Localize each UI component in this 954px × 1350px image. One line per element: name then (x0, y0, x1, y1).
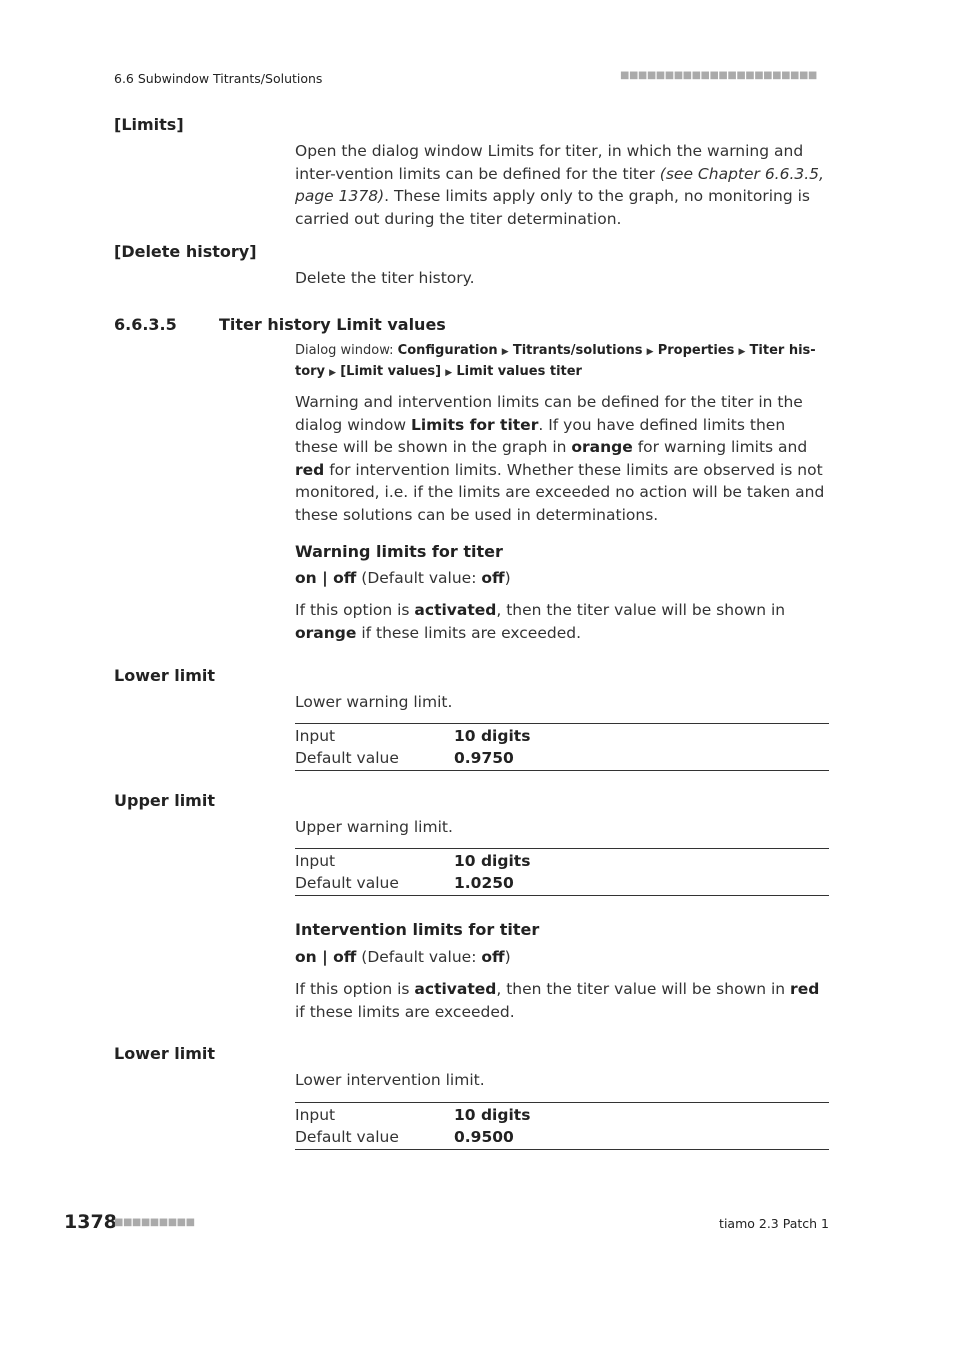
lower-intervention-limit-label: Lower limit (114, 1044, 216, 1063)
limits-label: [Limits] (114, 115, 184, 134)
upper-warning-limit-label: Upper limit (114, 791, 215, 810)
page-number: 1378 (64, 1211, 117, 1233)
chapter-reference-link[interactable]: (see Chapter 6.6.3.5, page 1378) (295, 164, 824, 205)
breadcrumb-arrow-icon: ▶ (329, 368, 337, 378)
upper-warning-limit-description: Upper warning limit. (295, 818, 453, 836)
warning-limits-options: on | off (Default value: off) (295, 569, 511, 587)
intervention-limits-description: If this option is activated, then the titer value will be shown in red if these limits are exceeded. (295, 980, 820, 1021)
table-row: Default value 0.9750 (295, 749, 514, 767)
table-row: Default value 1.0250 (295, 874, 514, 892)
lower-intervention-limit-table (295, 1102, 829, 1150)
breadcrumb-arrow-icon: ▶ (646, 347, 654, 357)
section-intro: Warning and intervention limits can be defined for the titer in the dialog window Limits for titer. If you have defined limits then these will be shown in the graph in orange for warning limits and red for intervention limits. Whether these limits are observed is not monitored, i.e. if the limits are exceeded no action will be taken and these solutions can be used in determinations. (295, 393, 825, 524)
running-header-section: 6.6 Subwindow Titrants/Solutions (114, 71, 323, 86)
table-row: Input 10 digits (295, 852, 531, 870)
lower-intervention-limit-description: Lower intervention limit. (295, 1071, 485, 1089)
table-row: Input 10 digits (295, 727, 531, 745)
running-header-dots: ■■■■■■■■■■■■■■■■■■■■■■ (620, 70, 817, 81)
lower-warning-limit-description: Lower warning limit. (295, 693, 453, 711)
warning-limits-description: If this option is activated, then the titer value will be shown in orange if these limits are exceeded. (295, 601, 786, 642)
lower-warning-limit-table (295, 723, 829, 771)
warning-limits-title: Warning limits for titer (295, 542, 503, 561)
footer-dots: ■■■■■■■■■ (114, 1217, 195, 1228)
dialog-breadcrumb: Dialog window: Configuration ▶ Titrants/solutions ▶ Properties ▶ Titer his-tory ▶ [Limit values] ▶ Limit values titer (295, 343, 816, 379)
section-number: 6.6.3.5 (114, 315, 177, 334)
delete-history-description: Delete the titer history. (295, 269, 475, 287)
intervention-limits-options: on | off (Default value: off) (295, 948, 511, 966)
breadcrumb-arrow-icon: ▶ (738, 347, 746, 357)
section-title: Titer history Limit values (219, 315, 446, 334)
table-row: Default value 0.9500 (295, 1128, 514, 1146)
breadcrumb-arrow-icon: ▶ (501, 347, 509, 357)
delete-history-label: [Delete history] (114, 242, 257, 261)
limits-description: Open the dialog window Limits for titer, in which the warning and inter-vention limits can be defined for the titer (see Chapter 6.6.3.5, page 1378). These limits apply only to the graph, no monitoring is carried out during the titer determination. (295, 142, 824, 228)
intervention-limits-title: Intervention limits for titer (295, 920, 540, 939)
product-version: tiamo 2.3 Patch 1 (719, 1216, 829, 1231)
table-row: Input 10 digits (295, 1106, 531, 1124)
upper-warning-limit-table (295, 848, 829, 896)
breadcrumb-arrow-icon: ▶ (445, 368, 453, 378)
lower-warning-limit-label: Lower limit (114, 666, 216, 685)
